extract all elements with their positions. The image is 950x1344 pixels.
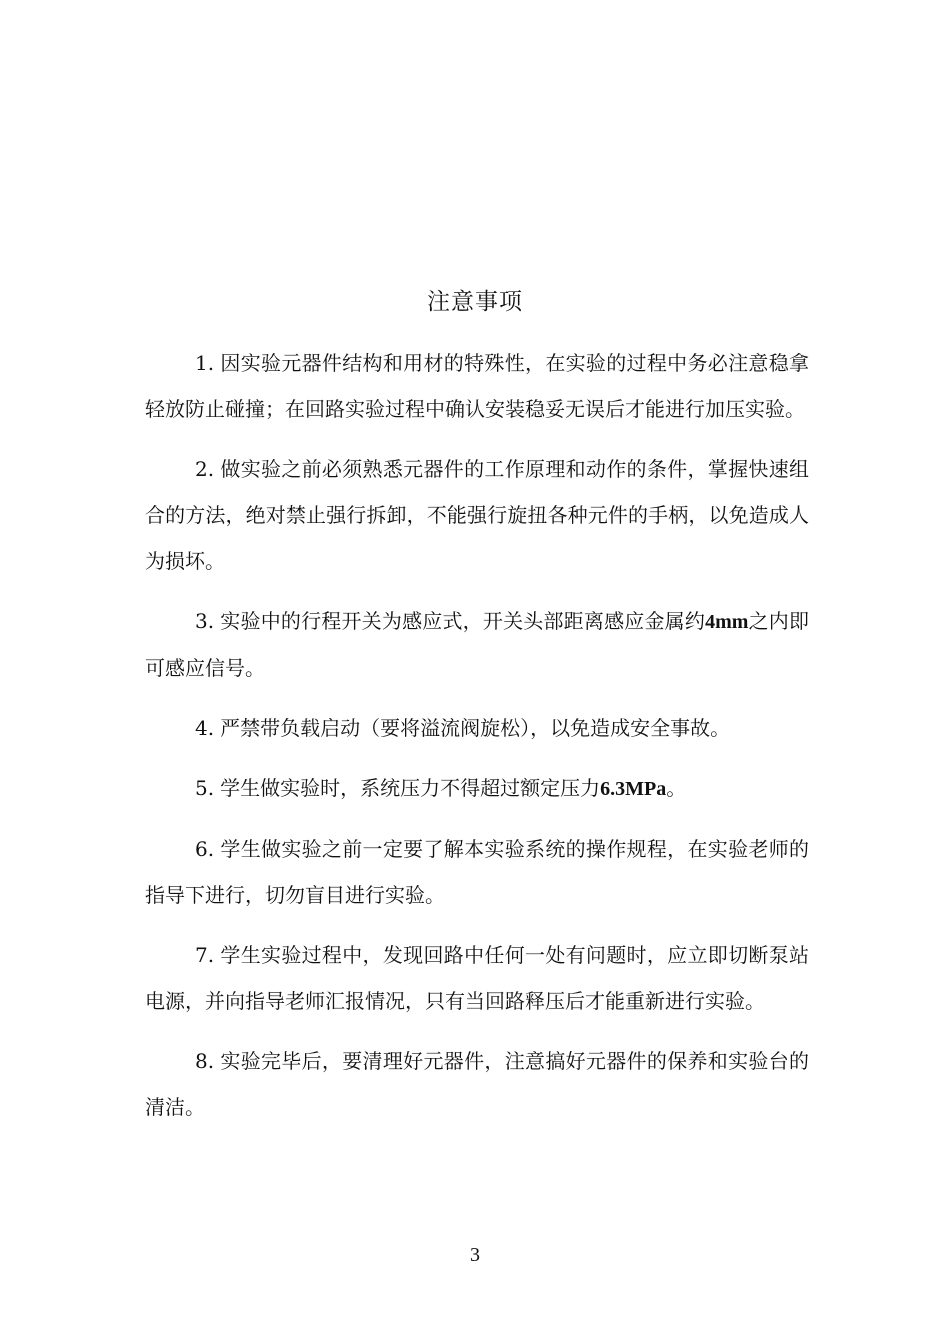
notice-item-2 bbox=[145, 446, 809, 584]
distance-value: 4mm bbox=[705, 611, 749, 633]
item-number: 7. bbox=[195, 943, 215, 967]
item-text: 学生做实验之前一定要了解本实验系统的操作规程，在实验老师的指导下进行，切勿盲目进行实验。 bbox=[145, 837, 809, 907]
page-title: 注意事项 bbox=[427, 289, 523, 315]
item-number: 2. bbox=[195, 457, 215, 481]
item-text: 严禁带负载启动（要将溢流阀旋松），以免造成安全事故。 bbox=[220, 716, 731, 740]
notice-list bbox=[145, 340, 809, 1130]
notice-item-7 bbox=[145, 932, 809, 1024]
pressure-value: 6.3MPa bbox=[600, 778, 667, 800]
item-text: 做实验之前必须熟悉元器件的工作原理和动作的条件，掌握快速组合的方法，绝对禁止强行拆卸，不能强行旋扭各种元件的手柄，以免造成人为损坏。 bbox=[145, 457, 809, 573]
item-text: 因实验元器件结构和用材的特殊性，在实验的过程中务必注意稳拿轻放防止碰撞；在回路实验过程中确认安装稳妥无误后才能进行加压实验。 bbox=[145, 351, 809, 421]
notice-item-5 bbox=[145, 765, 809, 812]
item-text: 学生做实验时，系统压力不得超过额定压力 bbox=[220, 776, 601, 800]
item-text-after: 。 bbox=[666, 776, 687, 800]
item-number: 4. bbox=[195, 716, 215, 740]
item-text: 实验完毕后，要清理好元器件，注意搞好元器件的保养和实验台的清洁。 bbox=[145, 1049, 809, 1119]
page-number: 3 bbox=[470, 1244, 480, 1266]
item-number: 6. bbox=[195, 837, 215, 861]
item-number: 3. bbox=[195, 609, 215, 633]
notice-item-3 bbox=[145, 598, 809, 691]
notice-item-6 bbox=[145, 826, 809, 918]
notice-item-8 bbox=[145, 1038, 809, 1130]
notice-item-4 bbox=[145, 705, 809, 751]
item-number: 5. bbox=[195, 776, 215, 800]
item-number: 1. bbox=[195, 351, 215, 375]
item-text: 学生实验过程中，发现回路中任何一处有问题时，应立即切断泵站电源，并向指导老师汇报情况，只有当回路释压后才能重新进行实验。 bbox=[145, 943, 809, 1013]
item-number: 8. bbox=[195, 1049, 215, 1073]
item-text: 实验中的行程开关为感应式，开关头部距离感应金属约 bbox=[220, 609, 706, 633]
item-text-after: 之内即可感应信号。 bbox=[145, 609, 810, 680]
notice-item-1 bbox=[145, 340, 809, 432]
